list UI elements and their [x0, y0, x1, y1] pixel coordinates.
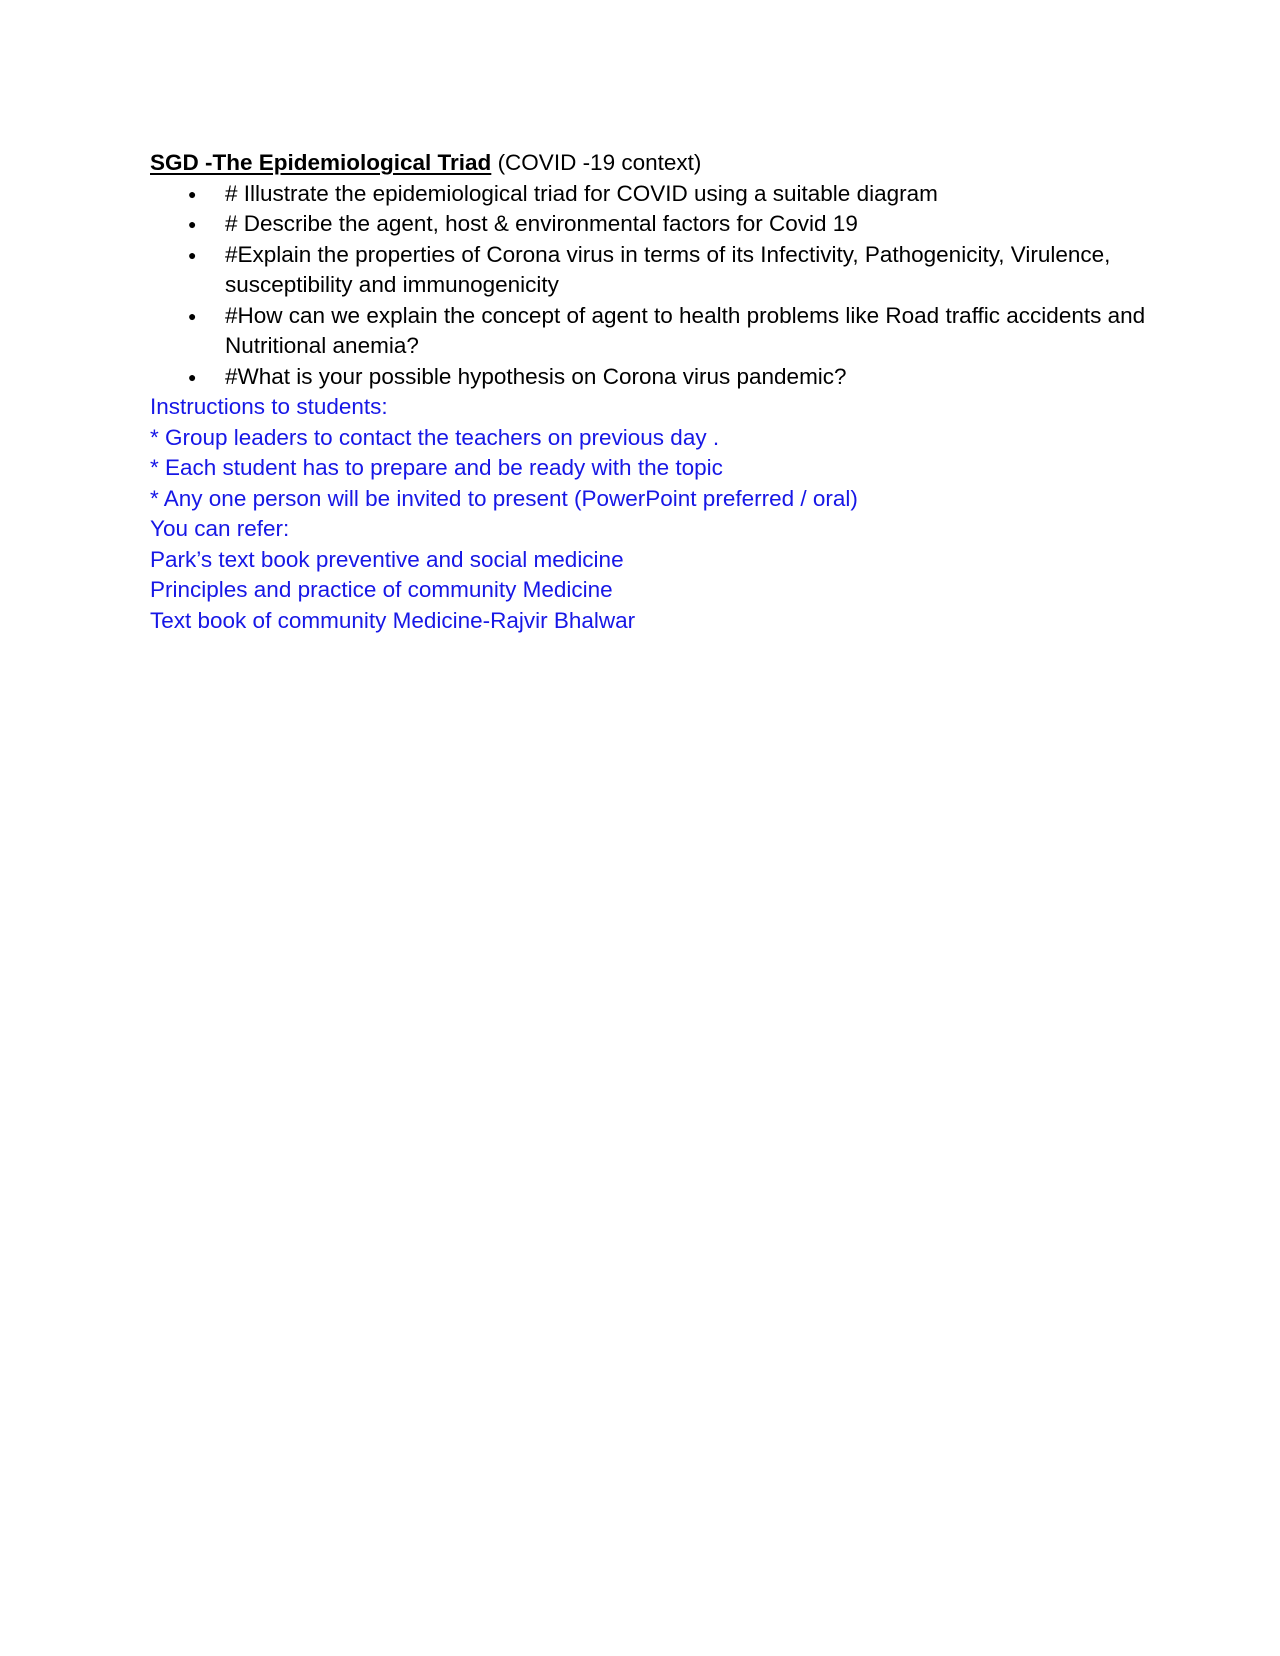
list-item-text: #Explain the properties of Corona virus in terms of its Infectivity, Pathogenicity, Virulence, susceptibility and immunogenicity: [225, 241, 1111, 297]
reference-item: Park’s text book preventive and social medicine: [150, 546, 624, 572]
instruction-item: * Group leaders to contact the teachers on previous day .: [150, 424, 720, 450]
list-item-text: # Illustrate the epidemiological triad for COVID using a suitable diagram: [225, 180, 938, 206]
bullet-icon: ●: [188, 216, 197, 232]
list-item-text: # Describe the agent, host & environmental factors for Covid 19: [225, 211, 858, 236]
heading-title: SGD -The Epidemiological Triad: [150, 150, 492, 175]
list-item: [150, 362, 1150, 393]
list-item-text: #How can we explain the concept of agent to health problems like Road traffic accidents and Nutritional anemia?: [225, 302, 1146, 358]
bullet-icon: ●: [188, 368, 197, 385]
list-item: [150, 179, 1150, 210]
instruction-item: * Any one person will be invited to present (PowerPoint preferred / oral): [150, 485, 858, 511]
bullet-icon: ●: [188, 307, 197, 324]
heading-context: (COVID -19 context): [491, 150, 702, 175]
bullet-icon: ●: [188, 246, 197, 263]
reference-item: Text book of community Medicine-Rajvir Bhalwar: [150, 607, 636, 633]
topic-list: [150, 179, 1150, 393]
reference-item: Principles and practice of community Medicine: [150, 577, 613, 602]
references-section: [150, 514, 1150, 636]
bullet-icon: ●: [188, 185, 197, 202]
list-item: [150, 209, 1150, 240]
instructions-title: Instructions to students:: [150, 394, 388, 419]
list-item: [150, 240, 1150, 301]
instruction-item: * Each student has to prepare and be ready with the topic: [150, 455, 723, 480]
instructions-section: [150, 392, 1150, 514]
references-title: You can refer:: [150, 516, 290, 541]
document-heading: [150, 148, 1150, 179]
list-item: [150, 301, 1150, 362]
list-item-text: #What is your possible hypothesis on Corona virus pandemic?: [225, 363, 847, 389]
document-page: [150, 148, 1150, 636]
